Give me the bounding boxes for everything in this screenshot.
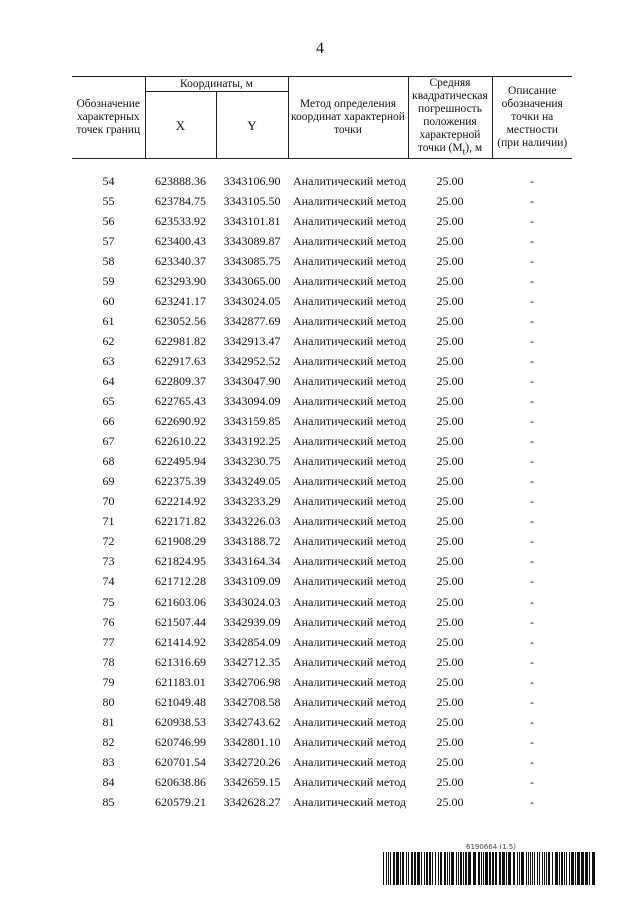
table-row — [72, 331, 572, 351]
cell-y: 3343065.00 — [223, 273, 281, 288]
cell-description: - — [530, 293, 534, 308]
table-row — [72, 271, 572, 291]
table-row — [72, 211, 572, 231]
cell-error: 25.00 — [436, 514, 464, 529]
table-header — [72, 76, 572, 159]
cell-x: 622171.82 — [155, 514, 206, 529]
cell-y: 3342801.10 — [223, 734, 281, 749]
table-row — [72, 452, 572, 472]
cell-number: 77 — [102, 634, 115, 649]
cell-description: - — [530, 634, 534, 649]
table-row — [72, 712, 572, 732]
cell-error: 25.00 — [436, 594, 464, 609]
cell-y: 3342659.15 — [223, 774, 281, 789]
cell-number: 64 — [102, 373, 115, 388]
cell-method: Аналитический метод — [293, 253, 407, 268]
table-row — [72, 432, 572, 452]
cell-method: Аналитический метод — [293, 634, 407, 649]
cell-number: 71 — [102, 514, 115, 529]
cell-y: 3343233.29 — [223, 494, 281, 509]
cell-x: 623241.17 — [155, 293, 206, 308]
cell-x: 621316.69 — [155, 654, 206, 669]
cell-description: - — [530, 253, 534, 268]
cell-description: - — [530, 734, 534, 749]
cell-y: 3342706.98 — [223, 674, 281, 689]
table-row — [72, 532, 572, 552]
cell-description: - — [530, 434, 534, 449]
table-row — [72, 772, 572, 792]
cell-error: 25.00 — [436, 714, 464, 729]
table-row — [72, 612, 572, 632]
cell-description: - — [530, 534, 534, 549]
cell-x: 623888.36 — [155, 173, 206, 188]
cell-error: 25.00 — [436, 754, 464, 769]
cell-y: 3342743.62 — [223, 714, 281, 729]
cell-x: 620638.86 — [155, 774, 206, 789]
cell-number: 66 — [102, 414, 115, 429]
cell-number: 82 — [102, 734, 115, 749]
barcode-icon — [383, 852, 595, 885]
cell-error: 25.00 — [436, 313, 464, 328]
cell-method: Аналитический метод — [293, 414, 407, 429]
cell-error: 25.00 — [436, 474, 464, 489]
cell-y: 3343188.72 — [223, 534, 281, 549]
cell-x: 622809.37 — [155, 373, 206, 388]
header-designation: Обозначение характерных точек границ — [72, 77, 145, 159]
cell-x: 620938.53 — [155, 714, 206, 729]
cell-method: Аналитический метод — [293, 754, 407, 769]
cell-error: 25.00 — [436, 774, 464, 789]
cell-x: 622214.92 — [155, 494, 206, 509]
cell-method: Аналитический метод — [293, 674, 407, 689]
table-row — [72, 512, 572, 532]
cell-y: 3343094.09 — [223, 394, 281, 409]
cell-method: Аналитический метод — [293, 353, 407, 368]
cell-description: - — [530, 794, 534, 809]
cell-number: 61 — [102, 313, 115, 328]
cell-number: 69 — [102, 474, 115, 489]
cell-error: 25.00 — [436, 213, 464, 228]
cell-x: 623533.92 — [155, 213, 206, 228]
cell-method: Аналитический метод — [293, 173, 407, 188]
cell-description: - — [530, 213, 534, 228]
cell-description: - — [530, 353, 534, 368]
cell-y: 3343024.05 — [223, 293, 281, 308]
header-error-unit: ), м — [465, 142, 483, 154]
cell-method: Аналитический метод — [293, 794, 407, 809]
cell-method: Аналитический метод — [293, 694, 407, 709]
table-body — [72, 171, 572, 813]
cell-error: 25.00 — [436, 414, 464, 429]
cell-method: Аналитический метод — [293, 474, 407, 489]
cell-x: 621712.28 — [155, 574, 206, 589]
cell-description: - — [530, 394, 534, 409]
cell-x: 623784.75 — [155, 193, 206, 208]
cell-x: 622917.63 — [155, 353, 206, 368]
table-row — [72, 492, 572, 512]
cell-description: - — [530, 454, 534, 469]
cell-method: Аналитический метод — [293, 193, 407, 208]
cell-description: - — [530, 554, 534, 569]
cell-method: Аналитический метод — [293, 714, 407, 729]
cell-y: 3343230.75 — [223, 454, 281, 469]
cell-error: 25.00 — [436, 293, 464, 308]
cell-method: Аналитический метод — [293, 734, 407, 749]
table-row — [72, 752, 572, 772]
header-error-sub: t — [462, 146, 466, 158]
cell-method: Аналитический метод — [293, 554, 407, 569]
cell-x: 622375.39 — [155, 474, 206, 489]
cell-description: - — [530, 373, 534, 388]
cell-method: Аналитический метод — [293, 574, 407, 589]
cell-method: Аналитический метод — [293, 774, 407, 789]
cell-y: 3342708.58 — [223, 694, 281, 709]
cell-method: Аналитический метод — [293, 394, 407, 409]
cell-x: 623052.56 — [155, 313, 206, 328]
cell-error: 25.00 — [436, 674, 464, 689]
cell-method: Аналитический метод — [293, 514, 407, 529]
cell-y: 3342877.69 — [223, 313, 281, 328]
barcode-caption: 6190664 (1.5) — [466, 843, 516, 851]
cell-number: 85 — [102, 794, 115, 809]
cell-description: - — [530, 754, 534, 769]
cell-x: 622495.94 — [155, 454, 206, 469]
table-row — [72, 572, 572, 592]
cell-description: - — [530, 674, 534, 689]
cell-y: 3342720.26 — [223, 754, 281, 769]
table-row — [72, 251, 572, 271]
page-number: 4 — [316, 40, 324, 57]
header-error — [408, 77, 492, 159]
cell-error: 25.00 — [436, 654, 464, 669]
cell-description: - — [530, 694, 534, 709]
table-row — [72, 652, 572, 672]
table-row — [72, 472, 572, 492]
cell-number: 67 — [102, 434, 115, 449]
cell-x: 623340.37 — [155, 253, 206, 268]
cell-x: 620579.21 — [155, 794, 206, 809]
table-row — [72, 231, 572, 251]
cell-y: 3343047.90 — [223, 373, 281, 388]
cell-number: 74 — [102, 574, 115, 589]
cell-method: Аналитический метод — [293, 273, 407, 288]
table-row — [72, 311, 572, 331]
cell-description: - — [530, 714, 534, 729]
table-row — [72, 732, 572, 752]
cell-method: Аналитический метод — [293, 614, 407, 629]
cell-method: Аналитический метод — [293, 654, 407, 669]
cell-error: 25.00 — [436, 734, 464, 749]
cell-number: 75 — [102, 594, 115, 609]
cell-error: 25.00 — [436, 173, 464, 188]
cell-description: - — [530, 193, 534, 208]
cell-description: - — [530, 273, 534, 288]
cell-number: 68 — [102, 454, 115, 469]
cell-x: 621507.44 — [155, 614, 206, 629]
cell-error: 25.00 — [436, 694, 464, 709]
cell-method: Аналитический метод — [293, 534, 407, 549]
cell-error: 25.00 — [436, 454, 464, 469]
cell-error: 25.00 — [436, 614, 464, 629]
cell-y: 3342913.47 — [223, 333, 281, 348]
table-row — [72, 792, 572, 812]
cell-error: 25.00 — [436, 554, 464, 569]
cell-y: 3343106.90 — [223, 173, 281, 188]
cell-x: 622690.92 — [155, 414, 206, 429]
cell-error: 25.00 — [436, 634, 464, 649]
cell-description: - — [530, 774, 534, 789]
cell-number: 55 — [102, 193, 115, 208]
cell-error: 25.00 — [436, 534, 464, 549]
cell-x: 620746.99 — [155, 734, 206, 749]
cell-number: 56 — [102, 213, 115, 228]
table-row — [72, 191, 572, 211]
cell-number: 62 — [102, 333, 115, 348]
header-error-text: Средняя квадратическая погрешность положения характерной точки (M — [412, 77, 488, 154]
table-row — [72, 592, 572, 612]
cell-y: 3342952.52 — [223, 353, 281, 368]
cell-method: Аналитический метод — [293, 454, 407, 469]
cell-number: 70 — [102, 494, 115, 509]
cell-error: 25.00 — [436, 273, 464, 288]
cell-description: - — [530, 614, 534, 629]
cell-number: 65 — [102, 394, 115, 409]
cell-error: 25.00 — [436, 333, 464, 348]
cell-error: 25.00 — [436, 253, 464, 268]
cell-y: 3343192.25 — [223, 434, 281, 449]
table-row — [72, 351, 572, 371]
cell-x: 621183.01 — [155, 674, 206, 689]
cell-number: 54 — [102, 173, 115, 188]
cell-number: 80 — [102, 694, 115, 709]
cell-x: 621908.29 — [155, 534, 206, 549]
cell-number: 63 — [102, 353, 115, 368]
cell-y: 3343101.81 — [223, 213, 281, 228]
cell-description: - — [530, 514, 534, 529]
cell-y: 3343089.87 — [223, 233, 281, 248]
cell-number: 83 — [102, 754, 115, 769]
cell-description: - — [530, 654, 534, 669]
table-row — [72, 632, 572, 652]
cell-y: 3343226.03 — [223, 514, 281, 529]
cell-method: Аналитический метод — [293, 293, 407, 308]
cell-number: 57 — [102, 233, 115, 248]
cell-method: Аналитический метод — [293, 494, 407, 509]
cell-error: 25.00 — [436, 353, 464, 368]
cell-description: - — [530, 474, 534, 489]
cell-number: 72 — [102, 534, 115, 549]
cell-description: - — [530, 233, 534, 248]
cell-method: Аналитический метод — [293, 233, 407, 248]
header-method: Метод определения координат характерной точки — [288, 77, 408, 159]
cell-y: 3342712.35 — [223, 654, 281, 669]
cell-error: 25.00 — [436, 434, 464, 449]
table-row — [72, 412, 572, 432]
cell-x: 620701.54 — [155, 754, 206, 769]
table-row — [72, 392, 572, 412]
table-row — [72, 291, 572, 311]
cell-number: 78 — [102, 654, 115, 669]
cell-y: 3343249.05 — [223, 474, 281, 489]
cell-y: 3343164.34 — [223, 554, 281, 569]
cell-method: Аналитический метод — [293, 213, 407, 228]
cell-y: 3343024.03 — [223, 594, 281, 609]
cell-x: 622610.22 — [155, 434, 206, 449]
header-description: Описание обозначения точки на местности (при наличии) — [492, 77, 572, 159]
cell-description: - — [530, 333, 534, 348]
cell-x: 621414.92 — [155, 634, 206, 649]
cell-description: - — [530, 494, 534, 509]
cell-x: 622981.82 — [155, 333, 206, 348]
cell-error: 25.00 — [436, 373, 464, 388]
cell-y: 3342628.27 — [223, 794, 281, 809]
cell-x: 621049.48 — [155, 694, 206, 709]
cell-x: 622765.43 — [155, 394, 206, 409]
cell-number: 79 — [102, 674, 115, 689]
cell-error: 25.00 — [436, 794, 464, 809]
cell-number: 76 — [102, 614, 115, 629]
table-row — [72, 692, 572, 712]
cell-x: 623293.90 — [155, 273, 206, 288]
cell-x: 621824.95 — [155, 554, 206, 569]
cell-method: Аналитический метод — [293, 313, 407, 328]
cell-y: 3343109.09 — [223, 574, 281, 589]
cell-y: 3342939.09 — [223, 614, 281, 629]
header-x: X — [145, 92, 216, 159]
cell-method: Аналитический метод — [293, 333, 407, 348]
cell-description: - — [530, 414, 534, 429]
cell-error: 25.00 — [436, 494, 464, 509]
table-row — [72, 672, 572, 692]
cell-y: 3343085.75 — [223, 253, 281, 268]
cell-y: 3343105.50 — [223, 193, 281, 208]
cell-x: 623400.43 — [155, 233, 206, 248]
cell-error: 25.00 — [436, 193, 464, 208]
cell-method: Аналитический метод — [293, 434, 407, 449]
table-row — [72, 171, 572, 191]
cell-description: - — [530, 594, 534, 609]
cell-number: 59 — [102, 273, 115, 288]
cell-error: 25.00 — [436, 233, 464, 248]
table-row — [72, 371, 572, 391]
cell-number: 58 — [102, 253, 115, 268]
cell-number: 60 — [102, 293, 115, 308]
cell-y: 3342854.09 — [223, 634, 281, 649]
cell-method: Аналитический метод — [293, 373, 407, 388]
cell-y: 3343159.85 — [223, 414, 281, 429]
header-y: Y — [216, 92, 288, 159]
cell-description: - — [530, 173, 534, 188]
cell-number: 81 — [102, 714, 115, 729]
cell-description: - — [530, 313, 534, 328]
cell-description: - — [530, 574, 534, 589]
cell-x: 621603.06 — [155, 594, 206, 609]
cell-error: 25.00 — [436, 394, 464, 409]
table-row — [72, 552, 572, 572]
header-coordinates: Координаты, м — [145, 77, 288, 92]
cell-method: Аналитический метод — [293, 594, 407, 609]
cell-number: 73 — [102, 554, 115, 569]
cell-error: 25.00 — [436, 574, 464, 589]
cell-number: 84 — [102, 774, 115, 789]
